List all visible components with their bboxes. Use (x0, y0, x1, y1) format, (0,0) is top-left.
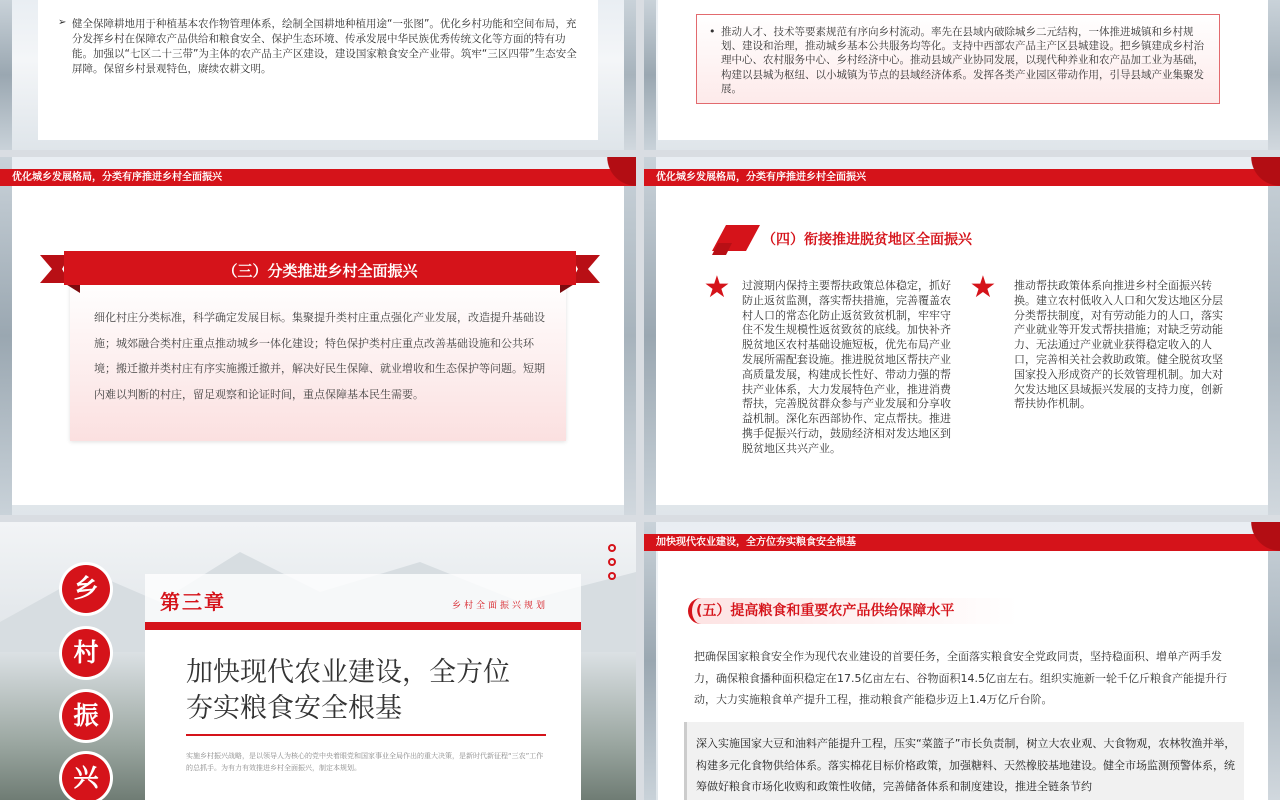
nav-dot[interactable] (608, 558, 616, 566)
slide-1[interactable] (0, 0, 636, 150)
nav-dot[interactable] (608, 572, 616, 580)
left-column-text: 过渡期内保持主要帮扶政策总体稳定，抓好防止返贫监测，落实帮扶措施，完善覆盖农村人口的常态化防止返贫致贫机制，牢牢守住不发生规模性返贫致贫的底线。加快补齐脱贫地区农村基础设施短板，优先布局产业发展所需配套设施。推进脱贫地区帮扶产业高质量发展，构建成长性好、带动力强的帮扶产业体系，大力发展特色产业，推进消费帮扶，完善脱贫群众参与产业发展和分享收益机制。深化东西部协作、定点帮扶。推进携手促振兴行动，鼓励经济相对发达地区到脱贫地区共兴产业。 (742, 279, 951, 455)
panel-text: 细化村庄分类标准，科学确定发展目标。集聚提升类村庄重点强化产业发展，改造提升基础设施；城郊融合类村庄重点推动城乡一体化建设；特色保护类村庄重点改善基础设施和公共环境；搬迁撤并类村庄有序实施搬迁撤并，解决好民生保障、就业增收和生态保护等问题。短期内难以判断的村庄，留足观察和论证时间，重点保障基本民生需要。 (94, 311, 545, 401)
bullet-text: 推动人才、技术等要素规范有序向乡村流动。率先在县域内破除城乡二元结构，一体推进城镇和乡村规划、建设和治理，推动城乡基本公共服务均等化。支持中西部农产品主产区县城建设。把乡镇建成乡村治理中心、农村服务中心、乡村经济中心。推动县域产业协同发展，以现代种养业和农产品加工业为基础，构建以县城为枢纽、以小城镇为节点的县域经济体系。发挥各类产业园区带动作用，引导县域产业集聚发展。 (721, 26, 1204, 95)
slide-3[interactable] (0, 157, 636, 515)
chapter-description: 实施乡村振兴战略，是以领导人为核心的党中央着眼党和国家事业全局作出的重大决策，是新时代新征程“三农”工作的总抓手。为有力有效推进乡村全面振兴，制定本规划。 (186, 752, 544, 772)
bg-photo-strip (1268, 157, 1280, 515)
section-header-text: 优化城乡发展格局，分类有序推进乡村全面振兴 (656, 172, 866, 183)
right-column-text: 推动帮扶政策体系向推进乡村全面振兴转换。建立农村低收入人口和欠发达地区分层分类帮扶制度，对有劳动能力的人口，落实产业就业等开发式帮扶措施；对缺乏劳动能力、无法通过产业就业获得稳定收入的人口，完善相关社会救助政策。健全脱贫攻坚国家投入形成资产的长效管理机制。加大对欠发达地区县域振兴发展的支持力度，创新帮扶协作机制。 (1014, 279, 1223, 411)
bg-photo-strip (644, 522, 656, 800)
side-char-circle: 兴 (62, 754, 110, 800)
title-slash-icon (712, 225, 760, 255)
paragraph-2: 深入实施国家大豆和油料产能提升工程，压实“菜篮子”市长负责制，树立大农业观、大食物观，农林牧渔并举，构建多元化食物供给体系。落实棉花目标价格政策，加强糖料、天然橡胶基地建设。健全市场监测预警体系，统筹做好粮食市场化收购和政策性收储，完善储备体系和制度建设，推进全链条节约 (696, 737, 1236, 793)
section-title: （四）衔接推进脱贫地区全面振兴 (762, 232, 972, 248)
ribbon-decoration (576, 157, 636, 195)
highlight-box (696, 14, 1220, 104)
chapter-title-line-2: 夯实粮食安全根基 (186, 693, 402, 724)
bg-photo-strip (0, 157, 12, 515)
chapter-label: 第三章 (160, 590, 226, 614)
bullet-marker: ➢ (58, 17, 67, 28)
side-char-circle: 乡 (62, 565, 110, 613)
ribbon-title: （三）分类推进乡村全面振兴 (222, 262, 418, 280)
side-char-circle: 振 (62, 692, 110, 740)
nav-dot[interactable] (608, 544, 616, 552)
section-header-text: 加快现代农业建设，全方位夯实粮食安全根基 (656, 537, 856, 548)
paragraph-1: 把确保国家粮食安全作为现代农业建设的首要任务，全面落实粮食安全党政同责，坚持稳面积、增单产两手发力，确保粮食播种面积稳定在17.5亿亩左右、谷物面积14.5亿亩左右。组织实施新一轮千亿斤粮食产能提升行动，大力实施粮食单产提升工程，推动粮食产能稳步迈上1.4万亿斤台阶。 (694, 650, 1227, 706)
bullet-block (58, 17, 578, 77)
slide-2[interactable] (644, 0, 1280, 150)
slide-nav-dots[interactable] (608, 544, 616, 580)
chapter-divider (145, 622, 581, 630)
plan-label: 乡村全面振兴规划 (452, 601, 549, 611)
bullet-marker: • (709, 25, 716, 38)
star-icon: ★ (703, 270, 731, 305)
section-header-text: 优化城乡发展格局，分类有序推进乡村全面振兴 (12, 172, 222, 183)
bullet-text: 健全保障耕地用于种植基本农作物管理体系，绘制全国耕地种植用途“一张图”。优化乡村功能和空间布局，充分发挥乡村在保障农产品供给和粮食安全、保护生态环境、传承发展中华民族优秀传统文化等方面的特有功能。加强以“七区二十三带”为主体的农产品主产区建设，建设国家粮食安全产业带。筑牢“三区四带”生态安全屏障。保留乡村景观特色，赓续农耕文明。 (72, 18, 577, 75)
ribbon-decoration (1220, 157, 1280, 195)
bg-photo-strip (1268, 0, 1280, 150)
slide-5[interactable] (0, 522, 636, 800)
slide-4[interactable] (644, 157, 1280, 515)
ribbon-decoration (1220, 522, 1280, 560)
bg-photo-strip (644, 157, 656, 515)
bg-photo-strip (624, 0, 636, 150)
title-underline (186, 734, 546, 736)
section-header-bar (0, 169, 636, 186)
side-char-circle: 村 (62, 629, 110, 677)
section-header-bar (644, 169, 1280, 186)
section-header-bar (644, 534, 1280, 551)
bg-photo-strip (0, 0, 12, 150)
slide-6[interactable] (644, 522, 1280, 800)
section-title: (五）提高粮食和重要农产品供给保障水平 (696, 603, 955, 619)
bg-photo-strip (1268, 522, 1280, 800)
star-icon: ★ (969, 270, 997, 305)
bg-photo-strip (624, 157, 636, 515)
chapter-title-line-1: 加快现代农业建设，全方位 (186, 657, 510, 688)
bg-photo-strip (644, 0, 656, 150)
